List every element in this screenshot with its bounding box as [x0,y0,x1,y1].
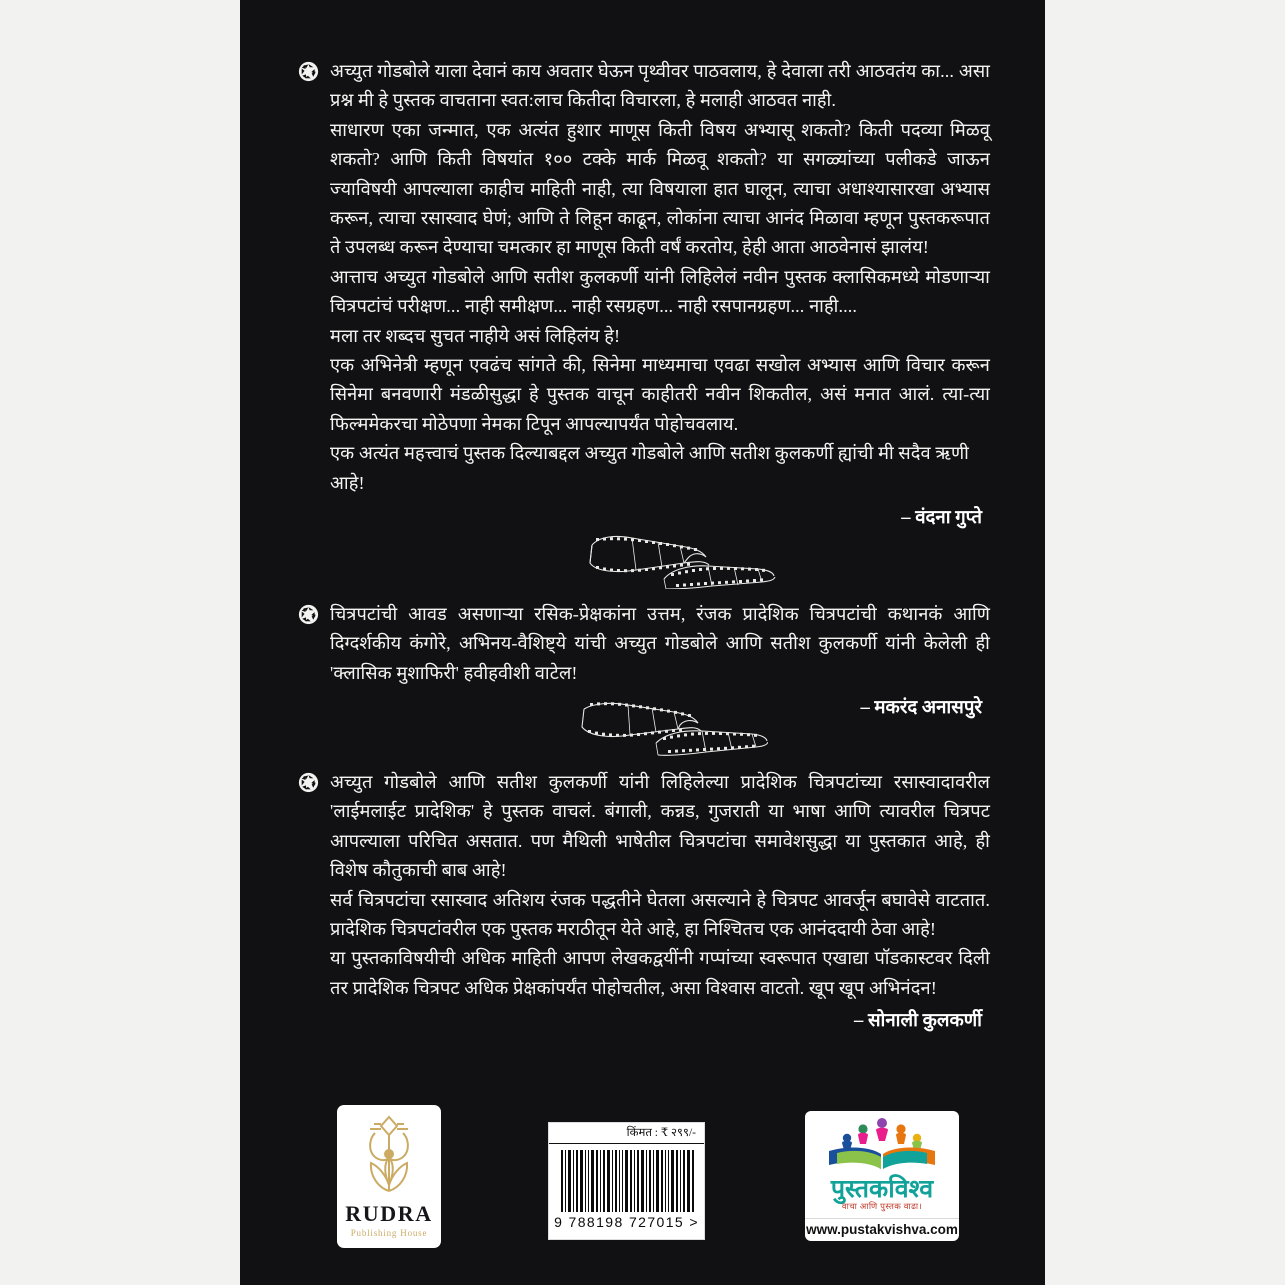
testimonial-block-1 [298,57,990,529]
testimonial-attribution: – मकरंद अनासपुरे [860,697,982,719]
price-label: किंमत : ₹ २९९/- [549,1123,704,1144]
publisher-subtitle: Publishing House [350,1228,428,1238]
barcode-bars [561,1150,692,1212]
testimonial-paragraph: एक अभिनेत्री म्हणून एवढंच सांगते की, सिनेमा माध्यमाचा एवढा सखोल अभ्यास आणि विचार करून सिनेमा बनवणारी मंडळीसुद्धा हे पुस्तक वाचून काहीतरी नवीन शिकतील, असं मनात आलं. त्या-त्या फिल्ममेकरचा मोठेपणा नेमका टिपून आपल्यापर्यंत पोहोचवलाय. [330,355,990,434]
rudra-emblem-icon [350,1113,428,1199]
barcode-block [548,1122,705,1240]
film-strip-decoration-2 [568,697,768,759]
testimonial-paragraph: सर्व चित्रपटांचा रसास्वाद अतिशय रंजक पद्धतीने घेतला असल्याने हे चित्रपट आवर्जून बघावेसे वाटतात. प्रादेशिक चित्रपटांवरील एक पुस्तक मराठीतून येते आहे, हा निश्चितच एक आनंददायी ठेवा आहे! [330,889,990,940]
publisher-logo-rudra [337,1105,441,1248]
testimonial-paragraph: या पुस्तकाविषयीची अधिक माहिती आपण लेखकद्वयींनी गप्पांच्या स्वरूपात एखाद्या पॉडकास्टवर दिली तर प्रादेशिक चित्रपट अधिक प्रेक्षकांपर्यंत पोहोचतील, असा विश्वास वाटतो. खूप खूप अभिनंदन! [330,948,990,998]
camera-aperture-icon [298,604,319,625]
open-book-with-people-icon [823,1117,941,1173]
camera-aperture-icon [298,61,319,82]
cover-footer [240,1100,1045,1260]
testimonial-paragraph: मला तर शब्दच सुचत नाहीये असं लिहिलंय हे! [330,325,621,346]
publisher-name: RUDRA [345,1201,433,1226]
testimonial-paragraph: अच्युत गोडबोले आणि सतीश कुलकर्णी यांनी लिहिलेल्या प्रादेशिक चित्रपटांच्या रसास्वादावरील 'लाईमलाईट प्रादेशिक' हे पुस्तक वाचलं. बंगाली, कन्नड, गुजराती या भाषा आणि त्यावरील चित्रपट आपल्याला परिचित असतात. पण मैथिली भाषेतील चित्रपटांचा समावेशसुद्धा या पुस्तकात आहे, ही विशेष कौतुकाची बाब आहे! [330,772,990,881]
cover-content [240,0,1045,1285]
testimonial-paragraph: साधारण एका जन्मात, एक अत्यंत हुशार माणूस किती विषय अभ्यासू शकतो? किती पदव्या मिळवू शकतो? आणि किती विषयांत १०० टक्के मार्क मिळवू शकतो? या सगळ्यांच्या पलीकडे जाऊन ज्याविषयी आपल्याला काहीच माहिती नाही, त्या विषयाला हात घालून, त्याचा अधाश्यासारखा अभ्यास करून, त्याचा रसास्वाद घेणं; आणि ते लिहून काढून, लोकांना त्याचा आनंद मिळावा म्हणून पुस्तकरूपात ते उपलब्ध करून देण्याचा चमत्कार हा माणूस किती वर्षं करतोय, हेही आता आठवेनासं झालंय! [330,119,990,258]
book-back-cover [240,0,1045,1285]
barcode-digits: 9 788198 727015 > [554,1214,699,1230]
testimonial-paragraph: चित्रपटांची आवड असणाऱ्या रसिक-प्रेक्षकांना उत्तम, रंजक प्रादेशिक चित्रपटांची कथानकं आणि दिग्दर्शकीय कंगोरे, अभिनय-वैशिष्ट्ये यांची अच्युत गोडबोले आणि सतीश कुलकर्णी यांनी केलेली ही 'क्लासिक मुशाफिरी' हवीहवीशी वाटेल! [330,604,990,683]
distributor-website[interactable]: www.pustakvishva.com [805,1218,959,1237]
distributor-logo-pustakvishva [805,1111,959,1241]
distributor-name: पुस्तकविश्व [830,1176,934,1203]
testimonial-paragraph: आत्ताच अच्युत गोडबोले आणि सतीश कुलकर्णी यांनी लिहिलेलं नवीन पुस्तक क्लासिकमध्ये मोडणाऱ्या चित्रपटांचं परीक्षण... नाही समीक्षण... नाही रसग्रहण... नाही रसपानग्रहण... नाही.... [330,266,990,317]
testimonial-attribution: – सोनाली कुलकर्णी [854,1010,982,1032]
distributor-tagline: वाचा आणि पुस्तक वाढा। [841,1201,923,1211]
testimonial-paragraph: एक अत्यंत महत्त्वाचं पुस्तक दिल्याबद्दल अच्युत गोडबोले आणि सतीश कुलकर्णी ह्यांची मी सदैव ऋणी आहे! [330,443,969,493]
camera-aperture-icon [298,772,319,793]
testimonial-attribution: – वंदना गुप्ते [901,507,982,529]
testimonial-block-3 [298,768,990,1032]
film-strip-decoration-1 [576,527,776,589]
testimonial-paragraph: अच्युत गोडबोले याला देवानं काय अवतार घेऊन पृथ्वीवर पाठवलाय, हे देवाला तरी आठवतंय का... असा प्रश्न मी हे पुस्तक वाचताना स्वत:लाच कितीदा विचारला, हे मलाही आठवत नाही. [330,61,990,111]
